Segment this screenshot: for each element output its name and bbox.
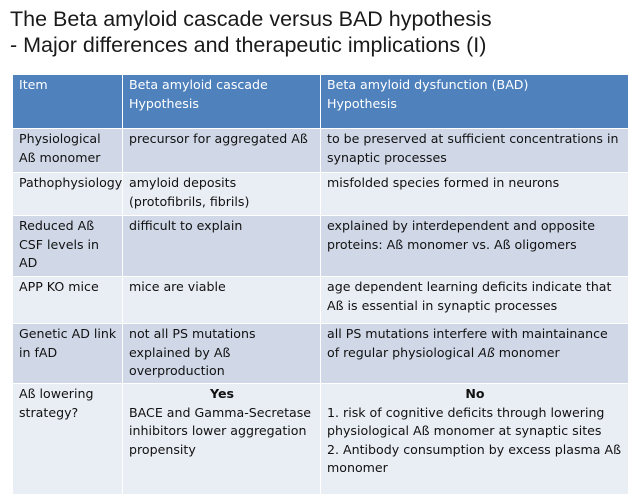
cell-cascade: precursor for aggregated Aß — [123, 129, 321, 173]
header-bad-line1: Beta amyloid dysfunction (BAD) — [327, 77, 529, 92]
cell-item: Aß lowering strategy? — [13, 384, 123, 495]
cell-cascade-text: BACE and Gamma-Secretase inhibitors lower aggregation propensity — [129, 404, 312, 457]
cell-bad: explained by interdependent and opposite proteins: Aß monomer vs. Aß oligomers — [321, 216, 629, 277]
header-item: Item — [13, 75, 123, 129]
table-row — [13, 129, 629, 173]
cell-cascade: amyloid deposits (protofibrils, fibrils) — [123, 173, 321, 216]
slide-title — [10, 6, 630, 58]
table-row — [13, 277, 629, 324]
cell-bad: to be preserved at sufficient concentrations in synaptic processes — [321, 129, 629, 173]
slide-title-line2: - Major differences and therapeutic implications (I) — [10, 33, 487, 57]
header-bad-line2: Hypothesis — [327, 95, 397, 111]
cell-bad-point2: 2. Antibody consumption by excess plasma Aß monomer — [327, 441, 622, 475]
comparison-table — [12, 74, 629, 495]
cell-item: Reduced Aß CSF levels in AD — [13, 216, 123, 277]
cell-item: Physiological Aß monomer — [13, 129, 123, 173]
header-cascade-line2: Hypothesis — [129, 95, 199, 111]
table-row — [13, 324, 629, 384]
cell-bad-main: all PS mutations interfere with maintainance of regular physiological — [327, 326, 608, 360]
header-cascade-line1: Beta amyloid cascade — [129, 77, 268, 92]
cell-cascade-heading: Yes — [209, 386, 234, 401]
cell-bad-italic: Aß — [478, 344, 495, 360]
slide-title-line1: The Beta amyloid cascade versus BAD hypothesis — [10, 7, 492, 31]
cell-bad: misfolded species formed in neurons — [321, 173, 629, 216]
table-row — [13, 173, 629, 216]
header-bad — [321, 75, 629, 129]
cell-item: Pathophysiology — [13, 173, 123, 216]
cell-bad: age dependent learning deficits indicate that Aß is essential in synaptic processes — [321, 277, 629, 324]
table-row — [13, 216, 629, 277]
cell-cascade: mice are viable — [123, 277, 321, 324]
table-header-row — [13, 75, 629, 129]
cell-cascade: difficult to explain — [123, 216, 321, 277]
cell-bad-end: monomer — [494, 344, 560, 360]
header-cascade — [123, 75, 321, 129]
cell-item: Genetic AD link in fAD — [13, 324, 123, 384]
cell-bad-point1: 1. risk of cognitive deficits through lowering physiological Aß monomer at synaptic sites — [327, 404, 605, 438]
cell-bad-heading: No — [465, 386, 485, 401]
cell-bad — [321, 324, 629, 384]
cell-cascade: not all PS mutations explained by Aß overproduction — [123, 324, 321, 384]
cell-item: APP KO mice — [13, 277, 123, 324]
